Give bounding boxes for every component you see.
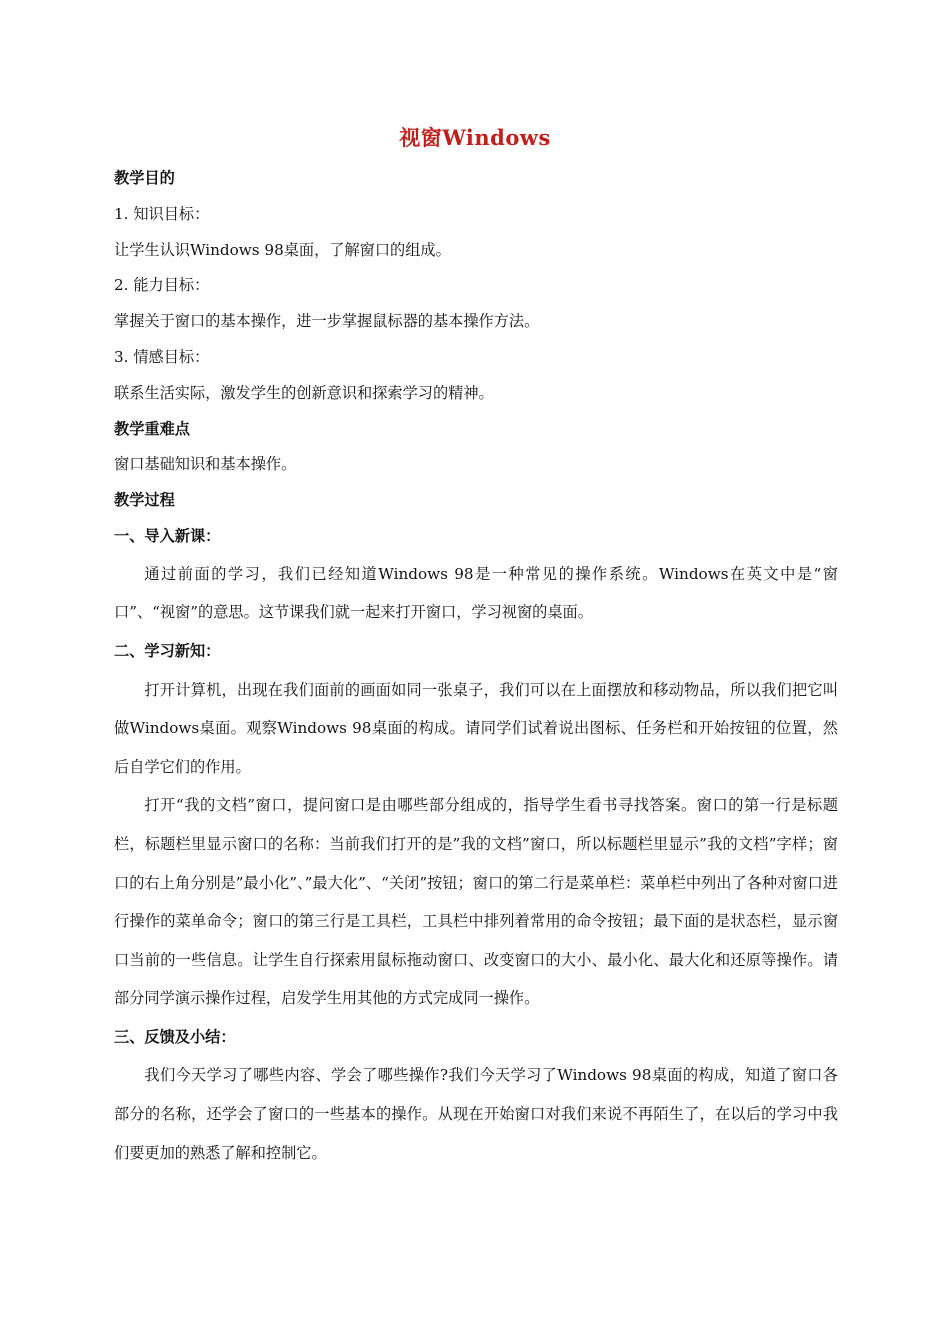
heading-section-1: 一、导入新课：	[114, 526, 221, 545]
heading-key-points: 教学重难点	[114, 419, 190, 438]
objective-2-label: 2. 能力目标：	[114, 276, 210, 295]
heading-section-2: 二、学习新知：	[114, 641, 221, 660]
heading-teaching-objectives: 教学目的	[114, 169, 175, 187]
objective-1-text: 让学生认识Windows 98桌面，了解窗口的组成。	[114, 240, 451, 259]
heading-teaching-process: 教学过程	[114, 491, 175, 510]
paragraph-section-2a: 打开计算机，出现在我们面前的画面如同一张桌子，我们可以在上面摆放和移动物品，所以我们把它叫做Windows桌面。观察Windows 98桌面的构成。请同学们试着说出图标、任务栏和开始按钮的位置，然后自学它们的作用。	[114, 680, 838, 776]
document-title: 视窗Windows	[399, 125, 551, 150]
paragraph-section-1: 通过前面的学习，我们已经知道Windows 98是一种常见的操作系统。Windows在英文中是“窗口”、“视窗”的意思。这节课我们就一起来打开窗口，学习视窗的桌面。	[114, 564, 838, 622]
objective-3-label: 3. 情感目标：	[114, 347, 210, 366]
key-points-text: 窗口基础知识和基本操作。	[114, 455, 297, 474]
objective-2-text: 掌握关于窗口的基本操作，进一步掌握鼠标器的基本操作方法。	[114, 312, 540, 331]
objective-3-text: 联系生活实际，激发学生的创新意识和探索学习的精神。	[114, 383, 494, 402]
heading-section-3: 三、反馈及小结：	[114, 1027, 236, 1046]
paragraph-section-2b: 打开“我的文档”窗口，提问窗口是由哪些部分组成的，指导学生看书寻找答案。窗口的第一行是标题栏，标题栏里显示窗口的名称：当前我们打开的是”我的文档”窗口，所以标题栏里显示”我的文档”字样；窗口的右上角分别是”最小化”、”最大化”、“关闭”按钮；窗口的第二行是菜单栏：菜单栏中列出了各种对窗口进行操作的菜单命令；窗口的第三行是工具栏，工具栏中排列着常用的命令按钮；最下面的是状态栏，显示窗口当前的一些信息。让学生自行探索用鼠标拖动窗口、改变窗口的大小、最小化、最大化和还原等操作。请部分同学演示操作过程，启发学生用其他的方式完成同一操作。	[114, 796, 838, 1008]
objective-1-label: 1. 知识目标：	[114, 204, 210, 223]
document-body	[114, 161, 838, 1172]
paragraph-section-3: 我们今天学习了哪些内容、学会了哪些操作?我们今天学习了Windows 98桌面的构成，知道了窗口各部分的名称，还学会了窗口的一些基本的操作。从现在开始窗口对我们来说不再陌生了，在以后的学习中我们要更加的熟悉了解和控制它。	[114, 1066, 838, 1162]
